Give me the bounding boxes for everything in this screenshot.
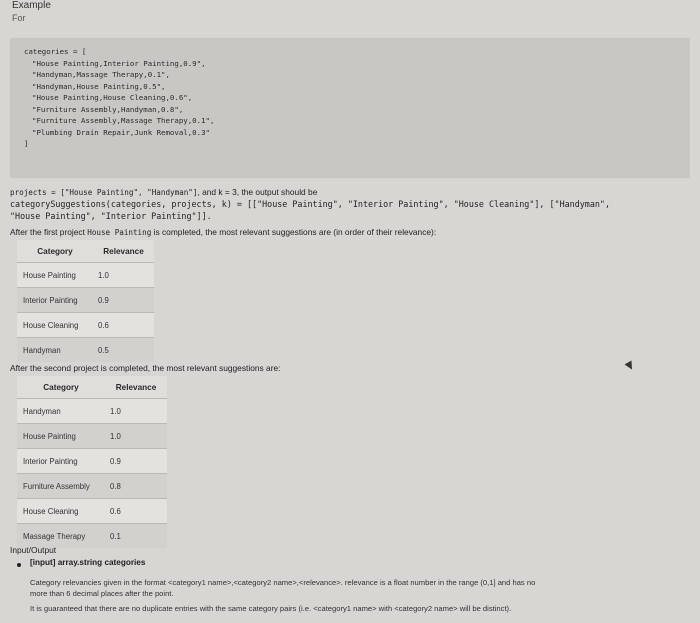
cell-relevance: 0.6	[93, 313, 154, 338]
bullet-icon	[17, 563, 21, 567]
after-first-a: After the first project	[10, 227, 88, 237]
projects-text: , and k = 3, the output should be	[197, 187, 318, 197]
table-row	[17, 313, 154, 338]
relevance-table-1	[17, 240, 154, 362]
code-line: "Furniture Assembly,Massage Therapy,0.1",	[32, 116, 215, 125]
col-category: Category	[17, 376, 105, 399]
table-row	[17, 424, 167, 449]
cell-relevance: 0.9	[93, 288, 154, 313]
cell-relevance: 0.8	[105, 474, 167, 499]
output-line-2: "House Painting", "Interior Painting"]].	[10, 211, 212, 221]
table-row	[17, 499, 167, 524]
cell-category: House Painting	[17, 424, 105, 449]
code-line: "Handyman,House Painting,0.5",	[32, 81, 166, 91]
code-line: "Plumbing Drain Repair,Junk Removal,0.3"	[32, 127, 210, 137]
code-line: "House Painting,Interior Painting,0.9",	[32, 58, 206, 68]
example-heading: Example	[12, 0, 51, 11]
table-row	[17, 449, 167, 474]
code-line: "Furniture Assembly,Handyman,0.8",	[32, 104, 184, 114]
cell-category: Handyman	[17, 338, 93, 363]
cell-relevance: 0.6	[105, 499, 167, 524]
after-first-text	[10, 226, 436, 239]
cell-relevance: 1.0	[105, 424, 167, 449]
input-desc-2: more than 6 decimal places after the point.	[30, 589, 174, 598]
io-title: Input/Output	[10, 545, 57, 555]
code-block	[10, 38, 690, 178]
cell-category: Handyman	[17, 399, 105, 424]
col-category: Category	[17, 240, 93, 263]
projects-code: projects = ["House Painting", "Handyman"]	[10, 188, 198, 197]
cell-category: Furniture Assembly	[17, 474, 105, 499]
input-desc-1: Category relevancies given in the format <category1 name>,<category2 name>,<relevance>. relevance is a float number in the range (0,1] and has no	[30, 578, 536, 587]
table-row	[17, 399, 167, 424]
cell-category: Massage Therapy	[17, 524, 105, 549]
code-open: categories = [	[24, 47, 87, 56]
cell-category: House Cleaning	[17, 499, 105, 524]
cell-category: House Cleaning	[17, 313, 93, 338]
cell-relevance: 0.9	[105, 449, 167, 474]
table-row	[17, 263, 154, 288]
code-line: "Handyman,Massage Therapy,0.1",	[32, 70, 170, 79]
after-first-code: House Painting	[87, 228, 152, 237]
table-row	[17, 474, 167, 499]
after-second-text: After the second project is completed, the most relevant suggestions are:	[10, 363, 281, 373]
input-param-title: [input] array.string categories	[30, 558, 146, 567]
col-relevance: Relevance	[93, 240, 154, 263]
cell-relevance: 1.0	[93, 263, 154, 288]
cell-relevance: 0.5	[93, 338, 154, 363]
after-first-b: is completed, the most relevant suggestions are (in order of their relevance):	[151, 227, 437, 237]
cell-category: Interior Painting	[17, 288, 93, 313]
table-row	[17, 338, 154, 363]
cell-category: Interior Painting	[17, 449, 105, 474]
relevance-table-2	[17, 376, 167, 548]
output-line-1: categorySuggestions(categories, projects, k) = [["House Painting", "Interior Painting", "House Cleaning"], ["Handyman",	[10, 199, 611, 209]
for-heading: For	[12, 13, 26, 23]
cell-relevance: 1.0	[105, 399, 167, 424]
table-row	[17, 288, 154, 313]
cell-category: House Painting	[17, 263, 93, 288]
cell-relevance: 0.1	[105, 524, 167, 549]
code-close: ]	[24, 139, 29, 148]
col-relevance: Relevance	[105, 376, 167, 399]
code-line: "House Painting,House Cleaning,0.6",	[32, 93, 193, 102]
cursor-arrow-icon	[625, 361, 636, 372]
input-desc-3: It is guaranteed that there are no duplicate entries with the same category pairs (i.e. <category1 name> with <category2 name> will be distinct).	[30, 604, 512, 613]
